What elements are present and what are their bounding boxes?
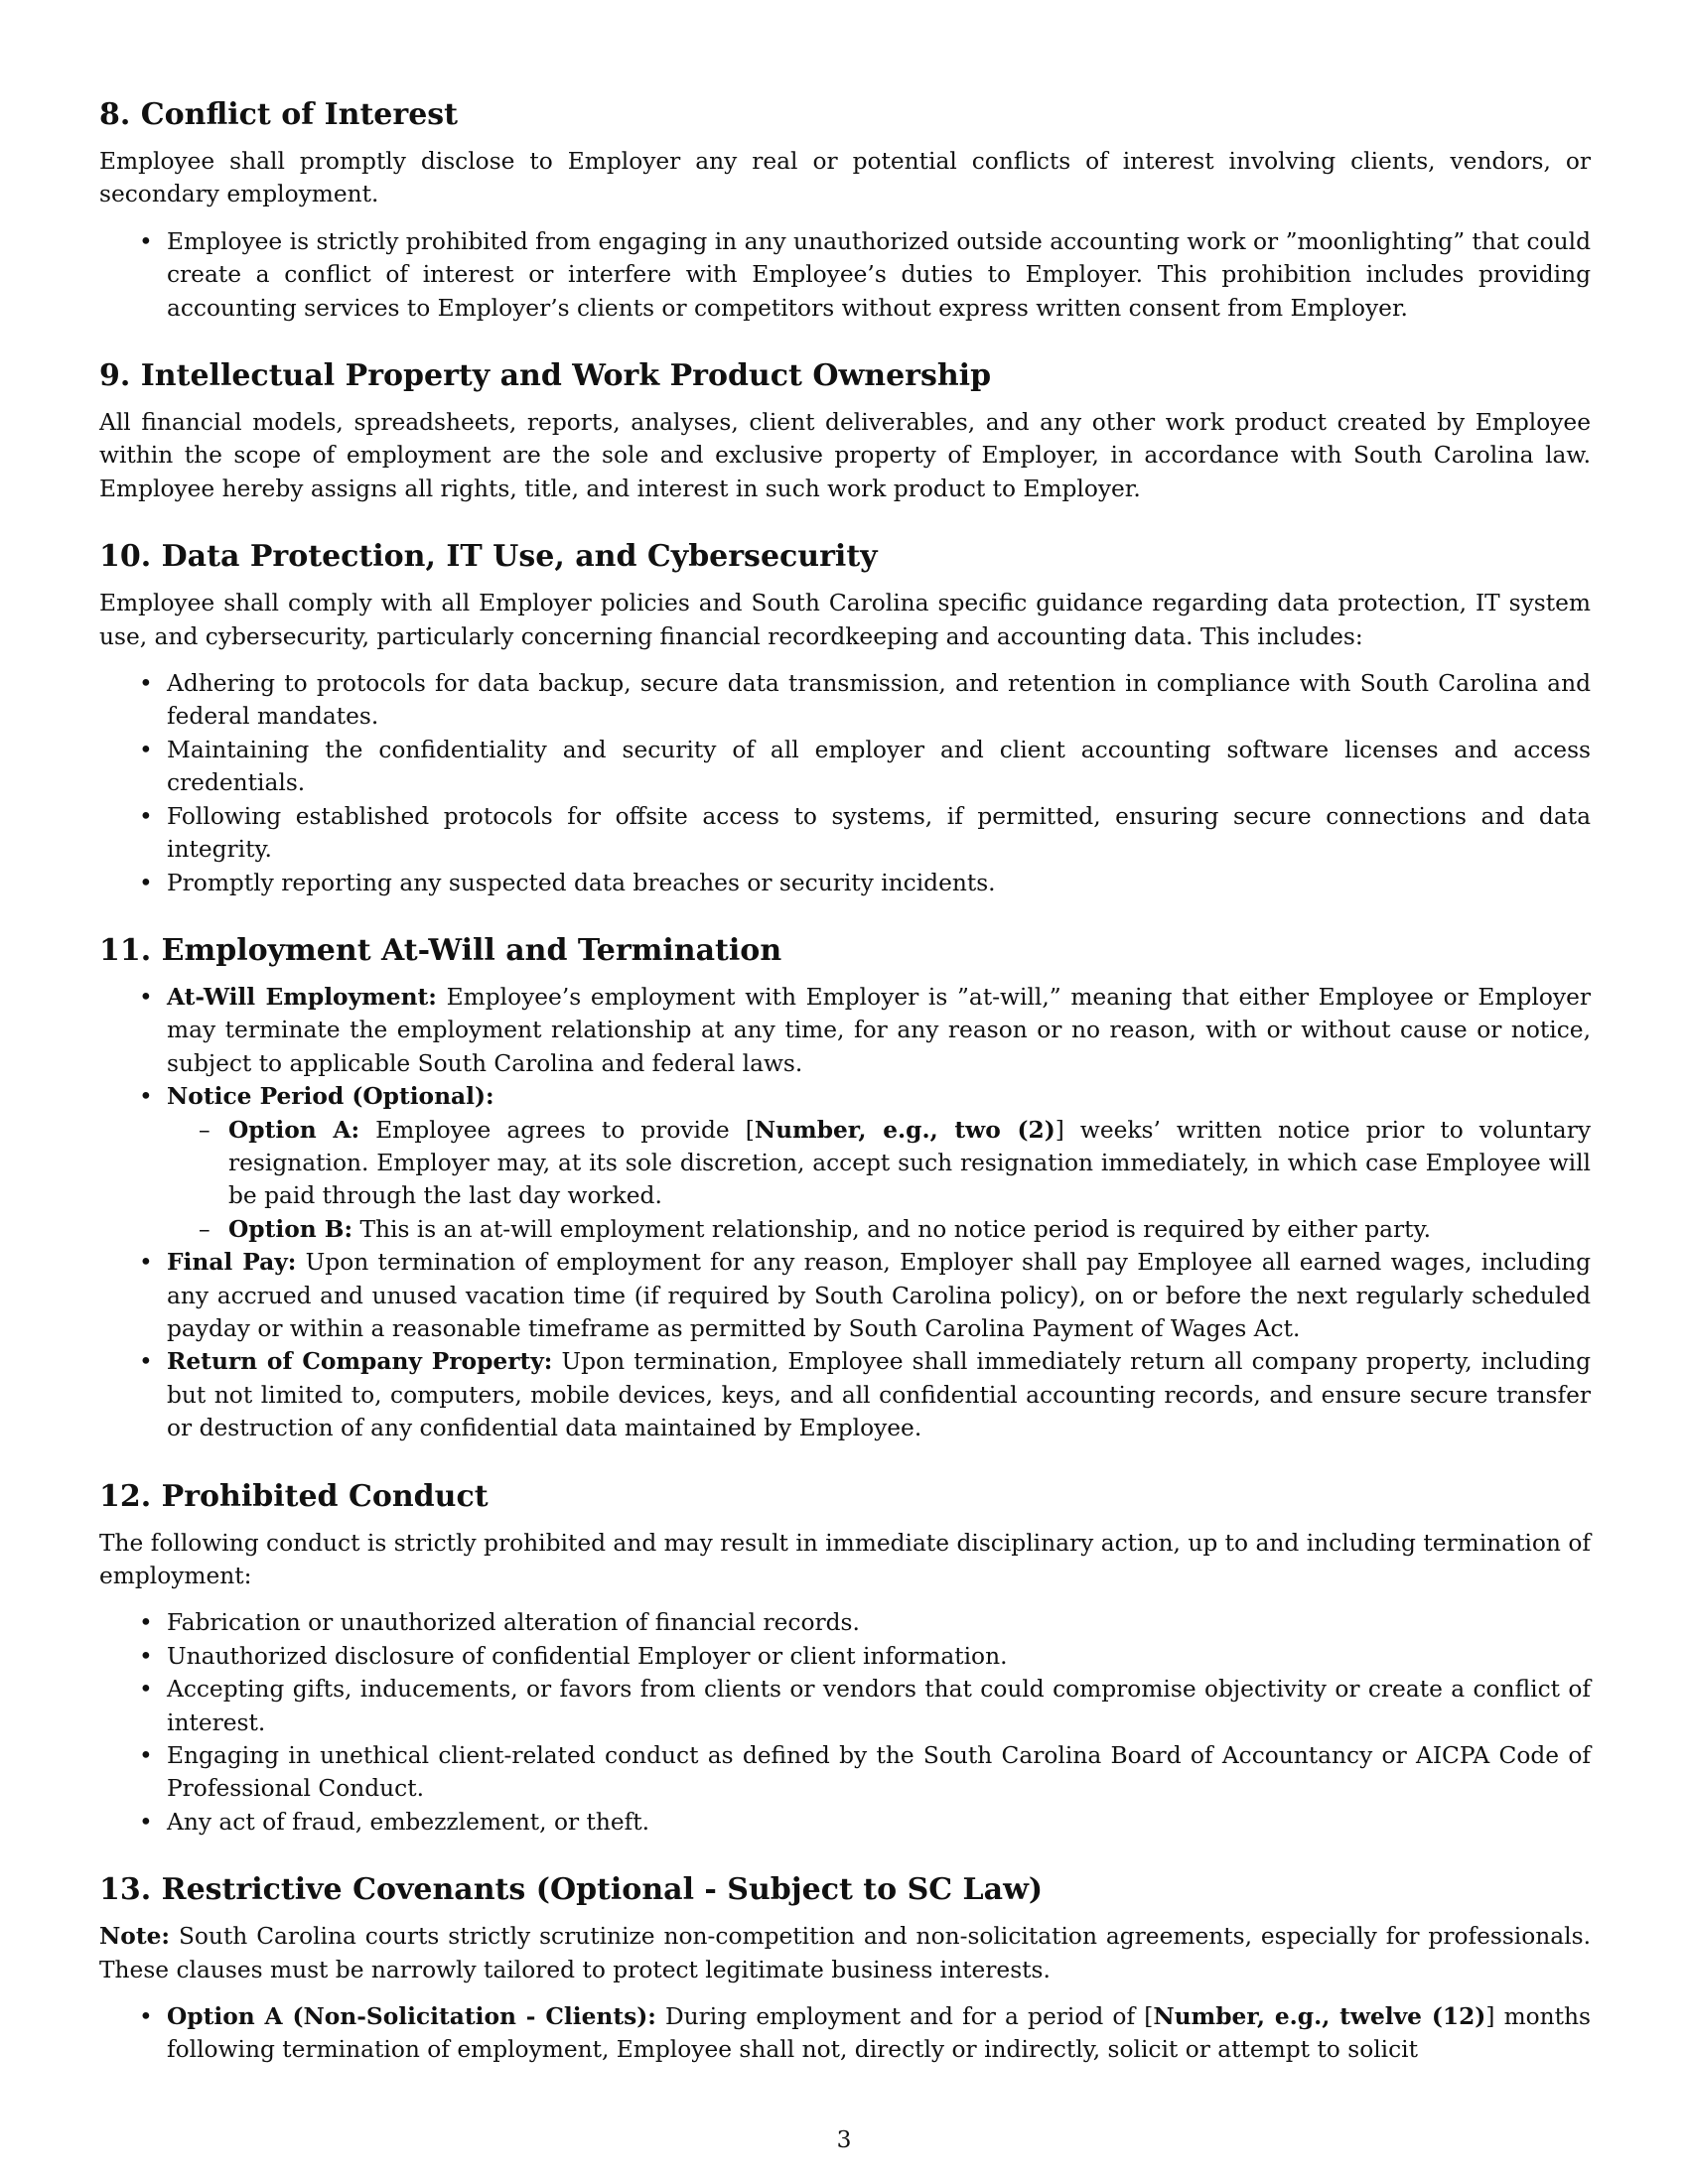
bullet-list: [99, 667, 1591, 899]
option-text: During employment and for a period of [: [655, 2003, 1154, 2031]
list-item-option-a: [167, 2000, 1591, 2067]
option-text: This is an at-will employment relationship, and no notice period is required by either party.: [352, 1215, 1431, 1243]
list-item: • Maintaining the confidentiality and security of all employer and client accounting software licenses and access credentials.: [167, 734, 1591, 800]
bullet-list: [99, 2000, 1591, 2067]
option-text: ] weeks’ written notice prior to voluntary resignation. Employer may, at its sole discretion, accept such resignation immediately, in which case Employee will be paid through the last day worked.: [228, 1116, 1591, 1210]
term-label: Final Pay:: [167, 1249, 297, 1277]
list-item: • Following established protocols for offsite access to systems, if permitted, ensuring secure connections and data integrity.: [167, 800, 1591, 867]
section-heading: 12. Prohibited Conduct: [99, 1478, 489, 1514]
section-heading: 9. Intellectual Property and Work Product Ownership: [99, 358, 992, 394]
option-text: ] months following termination of employment, Employee shall not, directly or indirectly, solicit or attempt to solicit: [167, 2003, 1592, 2064]
list-item-final-pay: [167, 1246, 1591, 1345]
list-item: • Employee is strictly prohibited from engaging in any unauthorized outside accounting work or ”moonlighting” that could create a conflict of interest or interfere with Employee’s duties to Employer. This prohibition includes providing accounting services to Employer’s clients or competitors without express written consent from Employer.: [167, 225, 1591, 325]
paragraph: Employee shall comply with all Employer policies and South Carolina specific guidance regarding data protection, IT system use, and cybersecurity, particularly concerning financial recordkeeping and accounting data. This includes:: [99, 590, 1591, 650]
list-item: • Promptly reporting any suspected data breaches or security incidents.: [167, 867, 1591, 899]
note-text: South Carolina courts strictly scrutinize non-competition and non-solicitation agreements, especially for professionals. These clauses must be narrowly tailored to protect legitimate business interests.: [99, 1923, 1591, 1983]
option-label: Option A (Non-Solicitation - Clients):: [167, 2003, 656, 2031]
option-label: Option B:: [228, 1215, 353, 1243]
term-label: Return of Company Property:: [167, 1348, 553, 1376]
section-heading: 8. Conflict of Interest: [99, 97, 459, 132]
option-text: Employee agrees to provide [: [359, 1116, 755, 1144]
note-paragraph: [99, 1920, 1591, 1986]
placeholder-value: Number, e.g., twelve (12): [1153, 2003, 1486, 2031]
term-label: Notice Period (Optional):: [167, 1083, 494, 1111]
note-label: Note:: [99, 1923, 171, 1951]
section-9: [99, 356, 1591, 505]
term-text: Upon termination, Employee shall immediately return all company property, including but not limited to, computers, mobile devices, keys, and all confidential accounting records, and ensure secure transfer or destruction of any confidential data maintained by Employee.: [167, 1348, 1591, 1442]
section-heading: 13. Restrictive Covenants (Optional - Subject to SC Law): [99, 1872, 1044, 1908]
list-item-return-property: [167, 1345, 1591, 1444]
section-11: [99, 931, 1591, 1445]
list-item: • Adhering to protocols for data backup, secure data transmission, and retention in compliance with South Carolina and federal mandates.: [167, 667, 1591, 734]
list-item: • Any act of fraud, embezzlement, or theft.: [167, 1806, 1591, 1839]
list-item: • Engaging in unethical client-related conduct as defined by the South Carolina Board of Accountancy or AICPA Code of Professional Conduct.: [167, 1739, 1591, 1806]
section-8: [99, 95, 1591, 325]
bullet-list: [99, 225, 1591, 325]
section-heading: 10. Data Protection, IT Use, and Cybersecurity: [99, 539, 878, 575]
section-12: [99, 1477, 1591, 1840]
term-label: At-Will Employment:: [167, 983, 437, 1011]
bullet-list: [99, 981, 1591, 1445]
section-10: [99, 537, 1591, 899]
list-item-notice-period: [167, 1080, 1591, 1246]
document-page: [99, 95, 1591, 2099]
sub-list: [167, 1114, 1591, 1247]
section-13: [99, 1870, 1591, 2067]
term-text: Employee’s employment with Employer is ”at-will,” meaning that either Employee or Employer may terminate the employment relationship at any time, for any reason or no reason, with or without cause or notice, subject to applicable South Carolina and federal laws.: [167, 983, 1591, 1077]
sub-item-option-a: [228, 1114, 1591, 1213]
section-heading: 11. Employment At-Will and Termination: [99, 932, 782, 968]
list-item-at-will: [167, 981, 1591, 1080]
bullet-list: [99, 1606, 1591, 1839]
list-item: • Accepting gifts, inducements, or favors from clients or vendors that could compromise objectivity or create a conflict of interest.: [167, 1673, 1591, 1739]
paragraph: All financial models, spreadsheets, reports, analyses, client deliverables, and any other work product created by Employee within the scope of employment are the sole and exclusive property of Employer, in accordance with South Carolina law. Employee hereby assigns all rights, title, and interest in such work product to Employer.: [99, 409, 1591, 502]
paragraph: The following conduct is strictly prohibited and may result in immediate disciplinary action, up to and including termination of employment:: [99, 1529, 1591, 1589]
placeholder-value: Number, e.g., two (2): [754, 1116, 1055, 1144]
list-item: • Fabrication or unauthorized alteration of financial records.: [167, 1606, 1591, 1639]
paragraph: Employee shall promptly disclose to Employer any real or potential conflicts of interest involving clients, vendors, or secondary employment.: [99, 148, 1591, 208]
page-number: 3: [836, 2126, 852, 2153]
list-item: • Unauthorized disclosure of confidential Employer or client information.: [167, 1640, 1591, 1673]
term-text: Upon termination of employment for any reason, Employer shall pay Employee all earned wages, including any accrued and unused vacation time (if required by South Carolina policy), on or before the next regularly scheduled payday or within a reasonable timeframe as permitted by South Carolina Payment of Wages Act.: [167, 1249, 1591, 1342]
sub-item-option-b: [228, 1213, 1591, 1246]
option-label: Option A:: [228, 1116, 360, 1144]
